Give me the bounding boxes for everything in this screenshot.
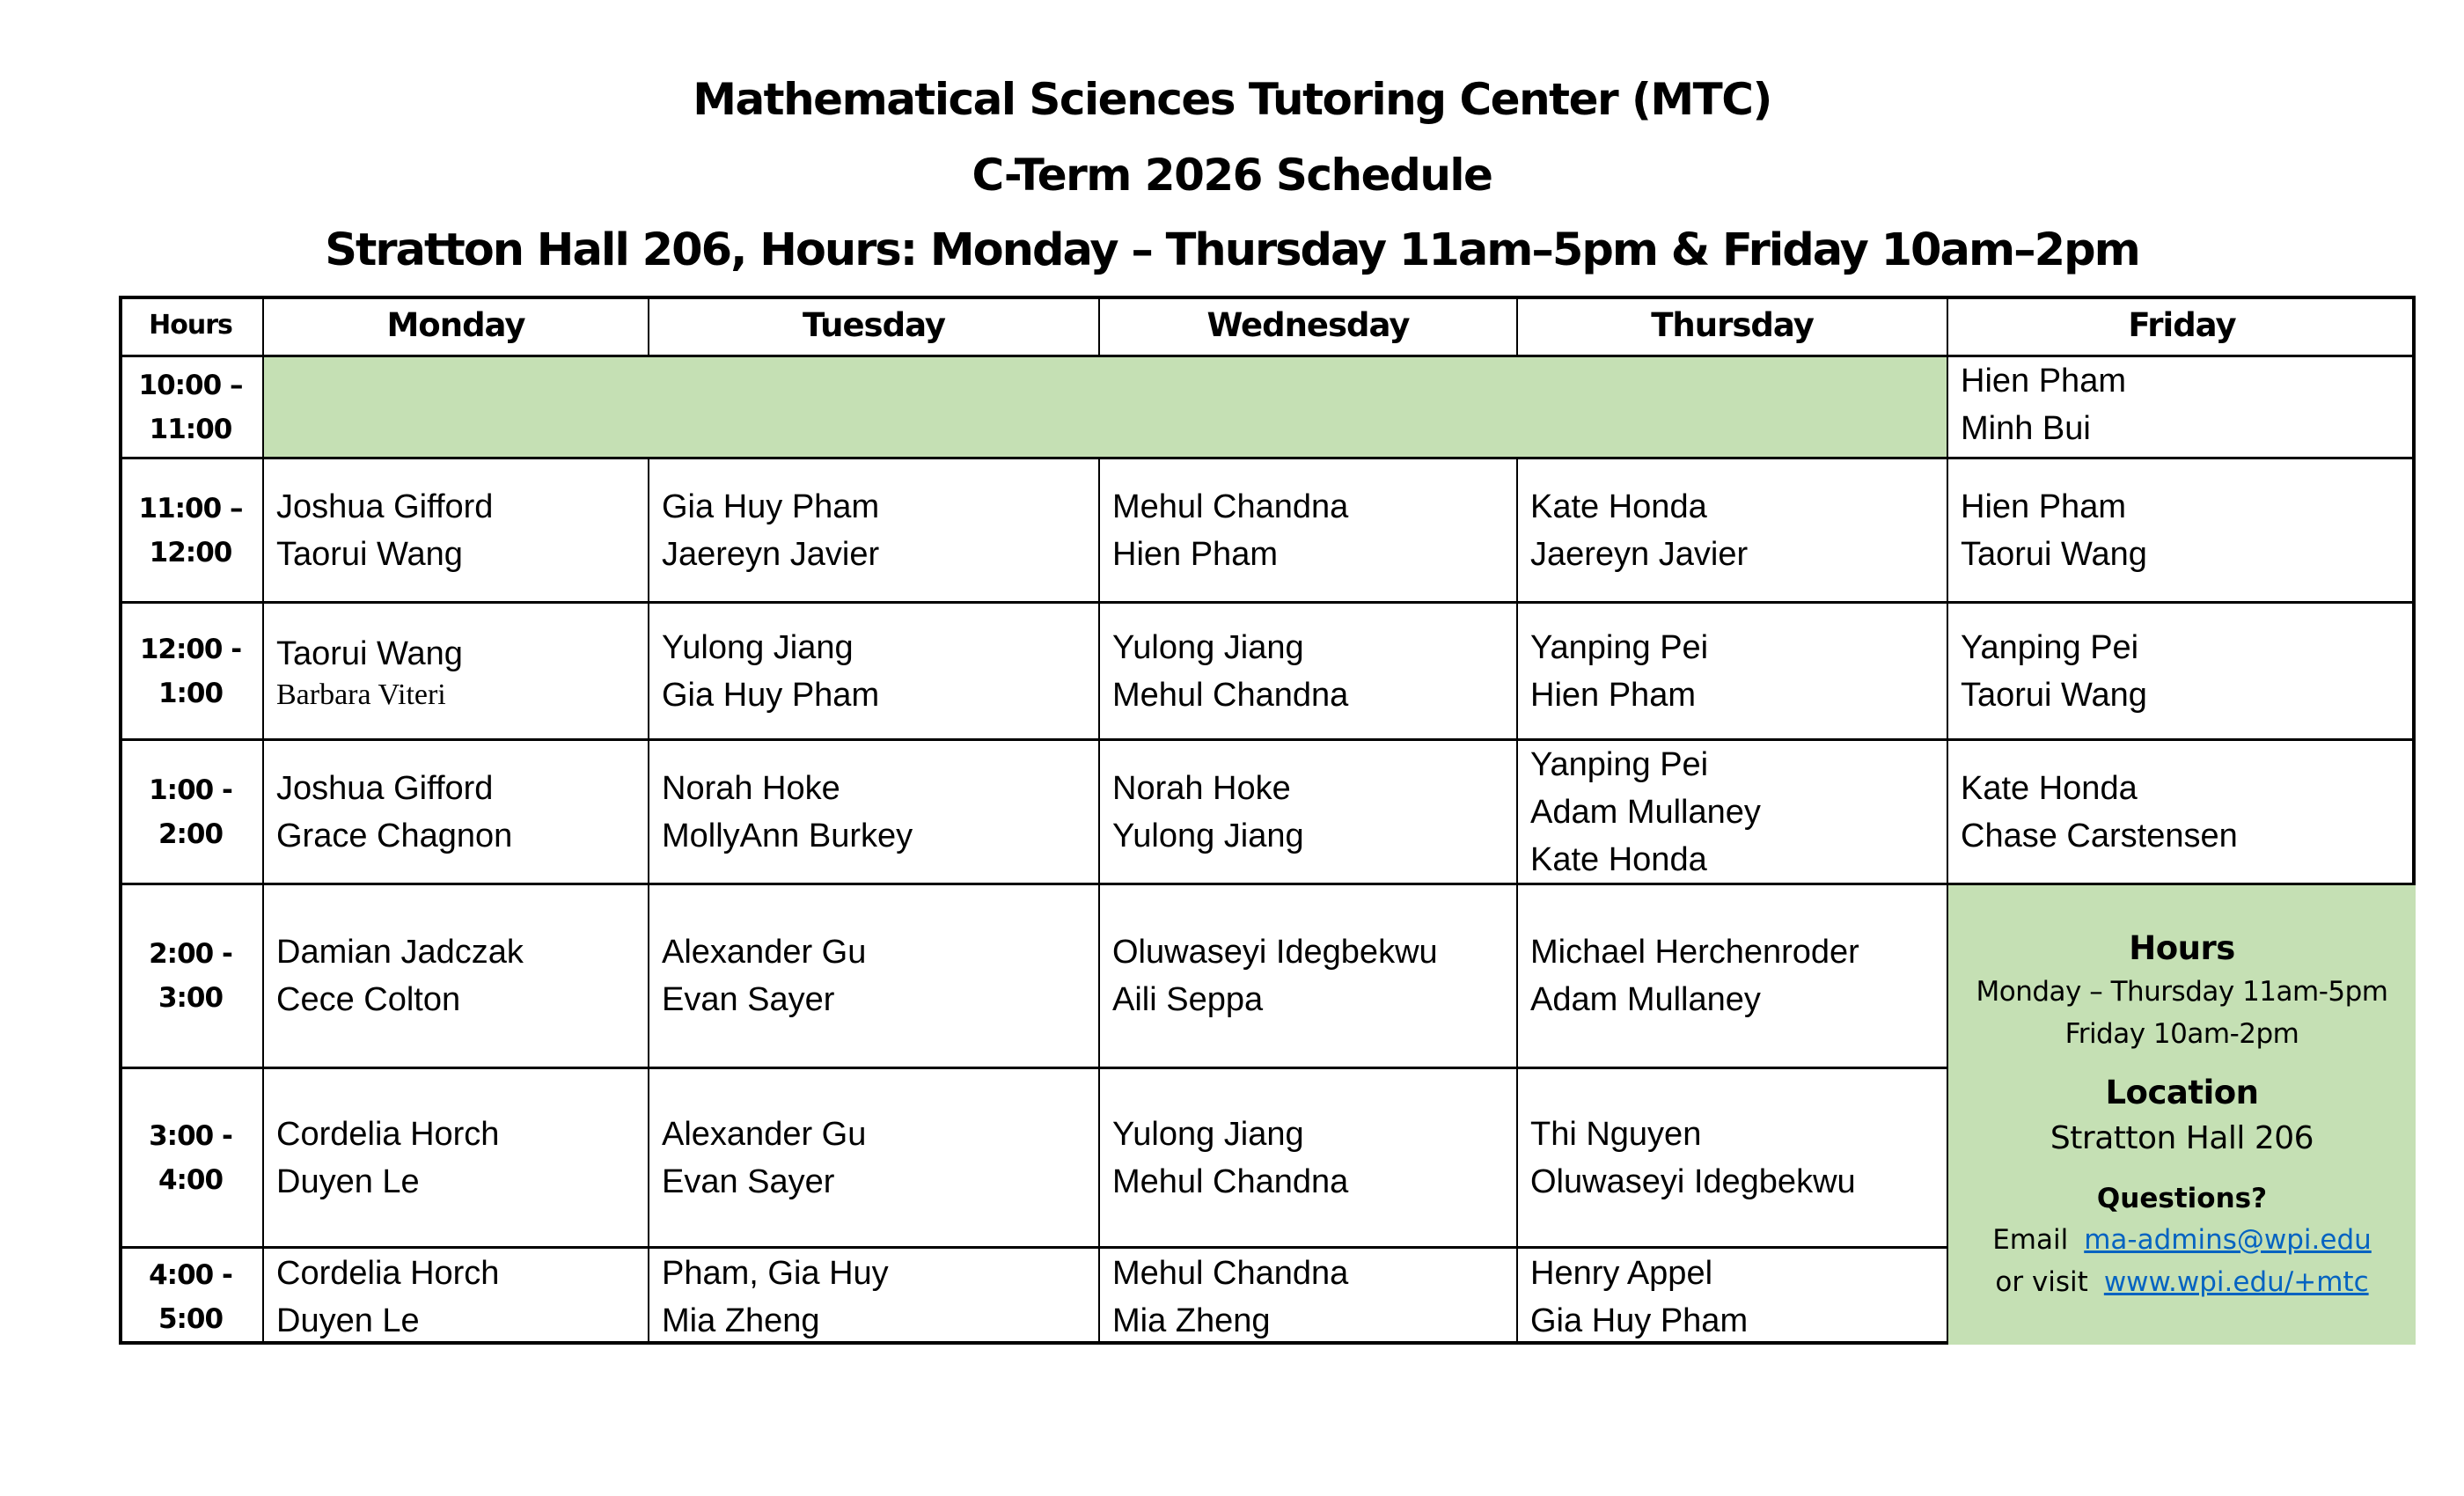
website-link[interactable]: www.wpi.edu/+mtc: [2103, 1266, 2369, 1298]
tutor-cell-friday: [1948, 604, 2416, 741]
tutor-name: Norah Hoke: [662, 769, 840, 807]
email-prefix: Email: [1992, 1224, 2069, 1256]
tutor-cell-tuesday: [649, 604, 1100, 741]
tutor-cell-friday: [1948, 741, 2416, 885]
website-line: [1995, 1261, 2368, 1303]
tutor-cell-wednesday: [1100, 1069, 1518, 1249]
tutor-name: Cordelia Horch: [276, 1254, 500, 1292]
tutor-cell-tuesday: [649, 885, 1100, 1069]
hours-cell: [119, 741, 264, 885]
tutor-cell-wednesday: [1100, 885, 1518, 1069]
tutor-name: Taorui Wang: [276, 634, 463, 672]
tutor-name: MollyAnn Burkey: [662, 817, 913, 854]
tutor-cell-thursday: [1518, 1069, 1948, 1249]
tutor-name: Mehul Chandna: [1112, 488, 1349, 525]
tutor-name: Grace Chagnon: [276, 817, 513, 854]
tutor-name: Minh Bui: [1961, 410, 2091, 447]
hours-label: 4:00: [158, 1163, 224, 1196]
tutor-name: Joshua Gifford: [276, 488, 494, 525]
tutor-name: Jaereyn Javier: [662, 535, 880, 573]
tutor-name: Adam Mullaney: [1530, 793, 1761, 831]
hours-label: 12:00 -: [139, 633, 242, 665]
info-box: [1948, 885, 2416, 1345]
tutor-name: Yulong Jiang: [662, 628, 854, 666]
tutor-name: Alexander Gu: [662, 934, 867, 971]
tutor-name: Evan Sayer: [662, 981, 835, 1018]
tutor-name: Norah Hoke: [1112, 769, 1291, 807]
schedule-table: [119, 296, 2416, 1345]
tutor-cell-monday: [264, 459, 649, 604]
tutor-cell-thursday: [1518, 459, 1948, 604]
tutor-cell-monday: [264, 604, 649, 741]
tutor-name: Kate Honda: [1530, 488, 1707, 525]
info-location-heading: Location: [2105, 1074, 2259, 1111]
info-hours-heading: Hours: [2129, 929, 2235, 967]
tutor-name: Cece Colton: [276, 981, 461, 1018]
tutor-name: Alexander Gu: [662, 1115, 867, 1153]
hours-label: 3:00 -: [149, 1119, 232, 1152]
location-hours-title: Stratton Hall 206, Hours: Monday – Thursday 11am–5pm & Friday 10am–2pm: [325, 224, 2139, 276]
tutor-name: Taorui Wang: [1961, 535, 2147, 573]
tutor-name: Barbara Viteri: [276, 678, 446, 711]
tutor-cell-monday: [264, 885, 649, 1069]
hours-label: 2:00: [158, 818, 224, 850]
column-header-friday: Friday: [1948, 296, 2416, 357]
hours-label: 1:00 -: [149, 774, 232, 806]
tutor-name: Hien Pham: [1961, 488, 2126, 525]
tutor-name: Taorui Wang: [276, 535, 463, 573]
tutor-name: Damian Jadczak: [276, 934, 524, 971]
tutor-name: Jaereyn Javier: [1530, 535, 1749, 573]
info-questions-heading: Questions?: [2096, 1183, 2268, 1214]
schedule-term-title: C-Term 2026 Schedule: [972, 150, 1492, 201]
tutor-name: Cordelia Horch: [276, 1115, 500, 1153]
hours-label: 5:00: [158, 1302, 224, 1335]
hours-cell: [119, 459, 264, 604]
page-title: Mathematical Sciences Tutoring Center (MTC): [693, 74, 1771, 125]
hours-cell: [119, 1069, 264, 1249]
tutor-name: Taorui Wang: [1961, 676, 2147, 714]
tutor-name: Kate Honda: [1961, 769, 2138, 807]
tutor-name: Gia Huy Pham: [662, 676, 880, 714]
tutor-name: Yanping Pei: [1530, 745, 1709, 783]
tutor-name: Yulong Jiang: [1112, 1115, 1304, 1153]
column-header-monday: Monday: [264, 296, 649, 357]
tutor-name: Hien Pham: [1530, 676, 1696, 714]
tutor-cell-thursday: [1518, 604, 1948, 741]
tutor-name: Evan Sayer: [662, 1162, 835, 1200]
tutor-name: Adam Mullaney: [1530, 981, 1761, 1018]
tutor-name: Joshua Gifford: [276, 769, 494, 807]
tutor-name: Oluwaseyi Idegbekwu: [1112, 934, 1438, 971]
tutor-name: Hien Pham: [1961, 363, 2126, 400]
hours-label: 11:00 –: [138, 492, 243, 524]
tutor-cell-thursday: [1518, 741, 1948, 885]
hours-label: 10:00 –: [138, 369, 243, 401]
tutor-cell-friday: [1948, 357, 2416, 459]
tutor-cell-wednesday: [1100, 741, 1518, 885]
info-hours-friday: Friday 10am-2pm: [2064, 1018, 2299, 1050]
tutor-cell-monday: [264, 741, 649, 885]
hours-cell: [119, 885, 264, 1069]
tutor-name: Yanping Pei: [1961, 628, 2139, 666]
tutor-name: Yulong Jiang: [1112, 817, 1304, 854]
tutor-name: Gia Huy Pham: [662, 488, 880, 525]
hours-label: 3:00: [158, 982, 224, 1014]
tutor-cell-monday: [264, 1249, 649, 1345]
email-line: [1992, 1219, 2372, 1261]
tutor-name: Mehul Chandna: [1112, 676, 1349, 714]
tutor-name: Duyen Le: [276, 1162, 420, 1200]
info-hours-weekdays: Monday – Thursday 11am-5pm: [1976, 976, 2388, 1008]
tutor-name: Gia Huy Pham: [1530, 1302, 1749, 1339]
tutor-name: Mia Zheng: [1112, 1302, 1271, 1339]
tutor-name: Mehul Chandna: [1112, 1162, 1349, 1200]
tutor-name: Aili Seppa: [1112, 981, 1264, 1018]
tutor-cell-friday: [1948, 459, 2416, 604]
hours-cell: [119, 1249, 264, 1345]
tutor-name: Mehul Chandna: [1112, 1254, 1349, 1292]
tutor-cell-thursday: [1518, 1249, 1948, 1345]
hours-cell: [119, 357, 264, 459]
email-link[interactable]: ma-admins@wpi.edu: [2084, 1224, 2372, 1256]
hours-label: 2:00 -: [149, 938, 232, 970]
hours-label: 1:00: [158, 677, 224, 709]
tutor-cell-wednesday: [1100, 459, 1518, 604]
tutor-name: Yulong Jiang: [1112, 628, 1304, 666]
tutor-cell-tuesday: [649, 741, 1100, 885]
tutor-name: Mia Zheng: [662, 1302, 820, 1339]
column-header-tuesday: Tuesday: [649, 296, 1100, 357]
tutor-name: Henry Appel: [1530, 1254, 1713, 1292]
hours-label: 4:00 -: [149, 1258, 232, 1291]
tutor-name: Yanping Pei: [1530, 628, 1709, 666]
tutor-name: Michael Herchenroder: [1530, 934, 1859, 971]
column-header-hours: Hours: [119, 296, 264, 357]
info-location: Stratton Hall 206: [2050, 1120, 2314, 1156]
tutor-name: Pham, Gia Huy: [662, 1254, 889, 1292]
hours-cell: [119, 604, 264, 741]
hours-label: 11:00: [149, 413, 232, 445]
hours-label: 12:00: [149, 536, 232, 568]
closed-block: [264, 357, 1948, 459]
column-header-wednesday: Wednesday: [1100, 296, 1518, 357]
tutor-cell-thursday: [1518, 885, 1948, 1069]
tutor-name: Hien Pham: [1112, 535, 1278, 573]
tutor-name: Thi Nguyen: [1530, 1115, 1702, 1153]
tutor-cell-monday: [264, 1069, 649, 1249]
tutor-name: Chase Carstensen: [1961, 817, 2238, 854]
tutor-name: Kate Honda: [1530, 840, 1707, 878]
column-header-thursday: Thursday: [1518, 296, 1948, 357]
tutor-cell-wednesday: [1100, 1249, 1518, 1345]
tutor-cell-wednesday: [1100, 604, 1518, 741]
visit-prefix: or visit: [1995, 1266, 2088, 1298]
tutor-cell-tuesday: [649, 459, 1100, 604]
tutor-cell-tuesday: [649, 1249, 1100, 1345]
tutor-cell-tuesday: [649, 1069, 1100, 1249]
tutor-name: Duyen Le: [276, 1302, 420, 1339]
tutor-name: Oluwaseyi Idegbekwu: [1530, 1162, 1856, 1200]
